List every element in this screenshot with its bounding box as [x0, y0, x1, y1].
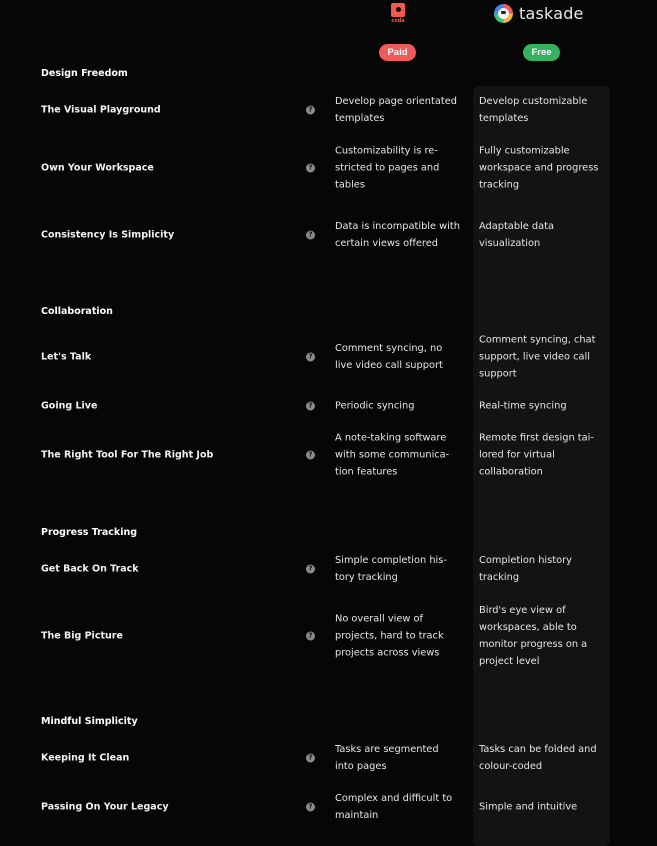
- section-title-collaboration: Collaboration: [41, 306, 113, 317]
- free-badge: Free: [523, 44, 560, 61]
- taskade-cell: Bird's eye view of workspaces, able to monitor progress on a project level: [479, 605, 588, 667]
- feature-label: Going Live: [41, 400, 98, 412]
- taskade-cell: Simple and intuitive: [479, 801, 578, 813]
- info-icon[interactable]: ?: [306, 353, 315, 362]
- taskade-cell: Develop customizable templates: [479, 96, 588, 124]
- info-icon[interactable]: ?: [306, 402, 315, 411]
- info-icon[interactable]: ?: [306, 632, 315, 641]
- info-icon[interactable]: ?: [306, 231, 315, 240]
- coda-cell: Tasks are segmented into pages: [335, 744, 439, 772]
- info-icon[interactable]: ?: [306, 565, 315, 574]
- taskade-cell: Remote first design tai-lored for virtual collaboration: [479, 432, 594, 478]
- taskade-logo-icon: [494, 4, 513, 23]
- coda-cell: Customizability is re-stricted to pages and tables: [335, 145, 440, 191]
- coda-logo-text: coda: [391, 18, 405, 24]
- coda-cell: No overall view of projects, hard to track projects across views: [335, 613, 444, 659]
- info-icon[interactable]: ?: [306, 106, 315, 115]
- paid-badge: Paid: [379, 44, 416, 61]
- feature-label: The Right Tool For The Right Job: [41, 449, 214, 461]
- coda-cell: Complex and difficult to maintain: [335, 793, 453, 821]
- coda-cell: Data is incompatible with certain views offered: [335, 221, 460, 249]
- taskade-cell: Tasks can be folded and colour-coded: [479, 744, 597, 772]
- feature-label: Keeping It Clean: [41, 752, 130, 764]
- taskade-cell: Comment syncing, chat support, live video call support: [479, 334, 596, 380]
- feature-label: Get Back On Track: [41, 563, 139, 575]
- taskade-cell: Adaptable data visualization: [479, 221, 554, 249]
- feature-label: The Big Picture: [41, 630, 123, 642]
- section-title-mindful-simplicity: Mindful Simplicity: [41, 716, 138, 727]
- info-icon[interactable]: ?: [306, 803, 315, 812]
- taskade-cell: Fully customizable workspace and progress tracking: [479, 145, 599, 191]
- coda-cell: Develop page orientated templates: [335, 96, 457, 124]
- coda-logo-icon: [391, 3, 405, 17]
- coda-cell: Comment syncing, no live video call support: [335, 343, 443, 371]
- info-icon[interactable]: ?: [306, 164, 315, 173]
- coda-cell: Periodic syncing: [335, 400, 415, 412]
- info-icon[interactable]: ?: [306, 451, 315, 460]
- info-icon[interactable]: ?: [306, 754, 315, 763]
- section-title-design-freedom: Design Freedom: [41, 68, 128, 79]
- feature-label: Consistency Is Simplicity: [41, 229, 175, 241]
- taskade-logo: [494, 4, 584, 23]
- feature-label: Own Your Workspace: [41, 162, 154, 174]
- coda-logo: [389, 3, 407, 24]
- feature-label: Let's Talk: [41, 351, 92, 363]
- taskade-cell: Completion history tracking: [479, 555, 572, 583]
- taskade-logo-text: taskade: [519, 4, 584, 23]
- section-title-progress-tracking: Progress Tracking: [41, 527, 138, 538]
- coda-cell: A note-taking software with some communica-tion features: [335, 432, 450, 478]
- feature-label: The Visual Playground: [41, 104, 161, 116]
- feature-label: Passing On Your Legacy: [41, 801, 169, 813]
- taskade-cell: Real-time syncing: [479, 400, 567, 412]
- coda-cell: Simple completion his-tory tracking: [335, 555, 447, 583]
